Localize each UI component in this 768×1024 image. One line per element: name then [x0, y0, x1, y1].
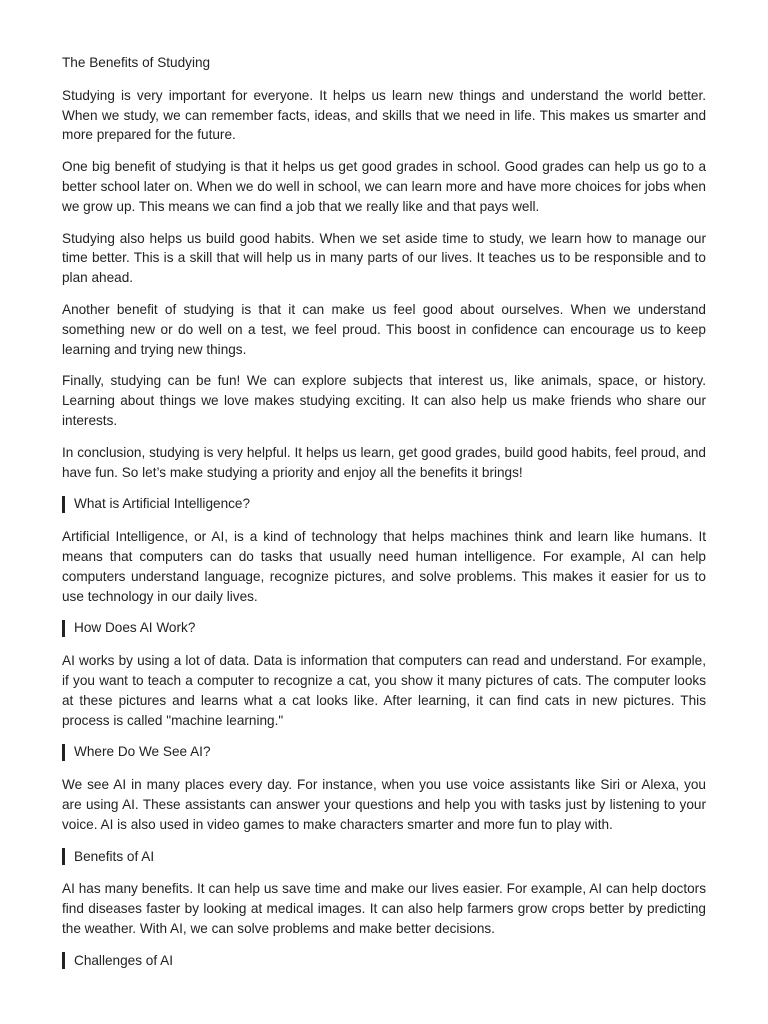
section-paragraph: AI has many benefits. It can help us save time and make our lives easier. For example, AI can help doctors find diseases faster by looking at medical images. It can also help farmers grow crops better by predicting the weather. With AI, we can solve problems and make better decisions.	[62, 881, 706, 936]
paragraph: In conclusion, studying is very helpful. It helps us learn, get good grades, build good habits, feel proud, and have fun. So let’s make studying a priority and enjoy all the benefits it brings!	[62, 444, 706, 480]
section-heading-text: Challenges of AI	[74, 952, 173, 968]
section-heading-text: How Does AI Work?	[74, 620, 196, 636]
heading-bar	[62, 952, 65, 969]
section-heading-text: Where Do We See AI?	[74, 744, 211, 760]
section-heading	[62, 618, 706, 638]
section-paragraph: We see AI in many places every day. For instance, when you use voice assistants like Siri or Alexa, you are using AI. These assistants can answer your questions and help you with tasks just by listening to your voice. AI is also used in video games to make characters smarter and more fun to play with.	[62, 777, 706, 832]
section-heading	[62, 494, 706, 514]
document-title: The Benefits of Studying	[62, 55, 211, 70]
paragraph: One big benefit of studying is that it helps us get good grades in school. Good grades can help us go to a better school later on. When we do well in school, we can learn more and have more choices for jobs when we grow up. This means we can find a job that we really like and that pays well.	[62, 159, 706, 214]
heading-bar	[62, 620, 65, 637]
paragraph: Another benefit of studying is that it can make us feel good about ourselves. When we understand something new or do well on a test, we feel proud. This boost in confidence can encourage us to keep learning and trying new things.	[62, 301, 706, 357]
section-heading	[62, 742, 706, 762]
paragraph: Studying also helps us build good habits. When we set aside time to study, we learn how to manage our time better. This is a skill that will help us in many parts of our lives. It teaches us to be responsible and to plan ahead.	[62, 230, 706, 286]
heading-bar	[62, 848, 65, 865]
section-heading	[62, 847, 706, 867]
paragraph: Finally, studying can be fun! We can explore subjects that interest us, like animals, space, or history. Learning about things we love makes studying exciting. It can also help us make friends who share our interests.	[62, 373, 706, 428]
heading-bar	[62, 496, 65, 513]
section-heading	[62, 951, 706, 971]
section-paragraph: Artificial Intelligence, or AI, is a kind of technology that helps machines think and learn like humans. It means that computers can do tasks that usually need human intelligence. For example, AI can help computers understand language, recognize pictures, and solve problems. This makes it easier for us to use technology in our daily lives.	[62, 529, 706, 604]
section-heading-text: What is Artificial Intelligence?	[74, 496, 251, 512]
section-paragraph: AI works by using a lot of data. Data is information that computers can read and understand. For example, if you want to teach a computer to recognize a cat, you show it many pictures of cats. The computer looks at these pictures and learns what a cat looks like. After learning, it can find cats in new pictures. This process is called "machine learning."	[62, 653, 706, 728]
heading-bar	[62, 744, 65, 761]
paragraph: Studying is very important for everyone. It helps us learn new things and understand the world better. When we study, we can remember facts, ideas, and skills that we need in life. This makes us smarter and more prepared for the future.	[62, 87, 706, 143]
section-heading-text: Benefits of AI	[74, 848, 155, 864]
